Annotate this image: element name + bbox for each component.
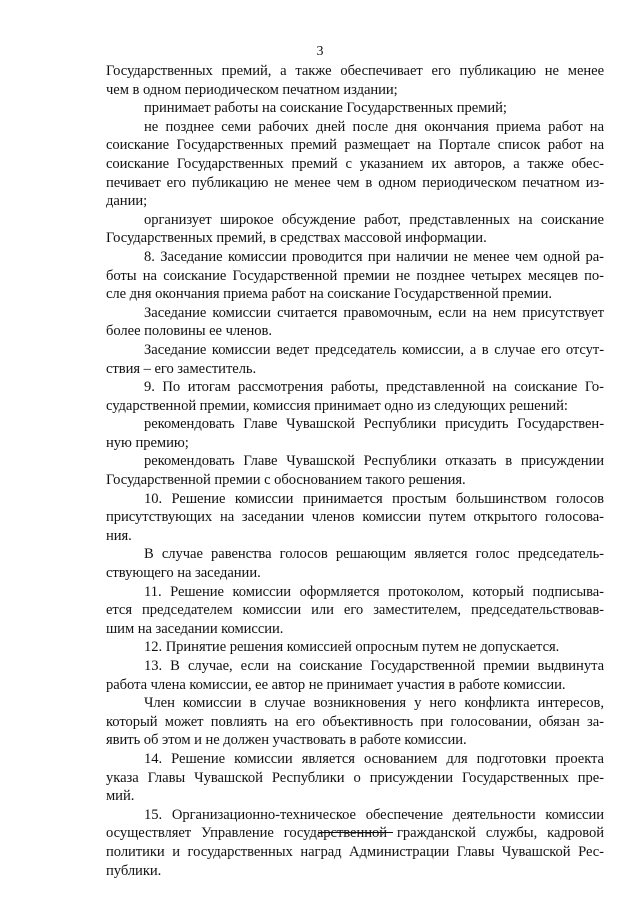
text-line: работа члена комиссии, ее автор не принимает участия в работе комиссии. <box>106 676 566 693</box>
text-line: присутствующих на заседании членов комиссии путем открытого голосова- <box>106 509 604 526</box>
text-line: публики. <box>106 862 162 879</box>
text-line: 13. В случае, если на соискание Государственной премии выдвинута <box>144 658 604 674</box>
text-line: печивает его публикацию не менее чем в одном периодическом печатном из- <box>106 174 604 191</box>
text-line: Член комиссии в случае возникновения у него конфликта интересов, <box>144 695 604 712</box>
text-line: сле дня окончания приема работ на соискание Государственной премии. <box>106 286 553 303</box>
text-line: Государственных премий, а также обеспечивает его публикацию не менее <box>106 63 604 79</box>
text-line: ется председателем комиссии или его заместителем, председательствовав- <box>106 602 604 619</box>
text-line: В случае равенства голосов решающим является голос председатель- <box>144 546 604 563</box>
text-line: 11. Решение комиссии оформляется протоколом, который подписыва- <box>144 583 604 600</box>
text-line: ствия – его заместитель. <box>106 360 257 377</box>
text-line: указа Главы Чувашской Республики о присуждении Государственных пре- <box>106 769 604 786</box>
text-line: Государственных премий, в средствах массовой информации. <box>106 230 487 247</box>
text-line: дании; <box>106 193 148 210</box>
text-line: рекомендовать Главе Чувашской Республики присудить Государствен- <box>144 416 604 433</box>
text-line: 10. Решение комиссии принимается простым большинством голосов <box>144 490 604 507</box>
text-line: мий. <box>106 788 135 805</box>
text-line: осуществляет Управление государственной гражданской службы, кадровой <box>106 825 604 842</box>
text-line: рекомендовать Главе Чувашской Республики отказать в присуждении <box>144 453 604 470</box>
text-line: 8. Заседание комиссии проводится при наличии не менее чем одной ра- <box>144 248 604 265</box>
text-line: 15. Организационно-техническое обеспечение деятельности комиссии <box>144 806 604 823</box>
text-line: политики и государственных наград Администрации Главы Чувашской Рес- <box>106 843 604 860</box>
text-line: шим на заседании комиссии. <box>106 620 284 637</box>
text-line: который может повлиять на его объективность при голосовании, обязан за- <box>106 713 604 730</box>
text-line: соискание Государственных премий с указанием их авторов, а также обес- <box>106 155 604 172</box>
text-line: Государственной премии с обоснованием такого решения. <box>106 472 466 489</box>
end-rule <box>318 832 393 833</box>
text-line: Заседание комиссии ведет председатель комиссии, а в случае его отсут- <box>144 341 604 358</box>
text-line: соискание Государственных премий размещает на Портале список работ на <box>106 137 604 154</box>
text-line: 12. Принятие решения комиссией опросным путем не допускается. <box>144 639 560 656</box>
text-line: ния. <box>106 527 132 544</box>
text-line: принимает работы на соискание Государственных премий; <box>144 100 507 117</box>
text-line: организует широкое обсуждение работ, представленных на соискание <box>144 211 604 228</box>
text-line: чем в одном периодическом печатном издании; <box>106 81 398 98</box>
text-line: ную премию; <box>106 434 189 451</box>
text-line: ствующего на заседании. <box>106 565 261 582</box>
document-body <box>106 62 604 880</box>
text-line: более половины ее членов. <box>106 323 272 340</box>
text-line: 14. Решение комиссии является основанием для подготовки проекта <box>144 750 604 767</box>
text-line: Заседание комиссии считается правомочным, если на нем присутствует <box>144 304 604 321</box>
text-line: сударственной премии, комиссия принимает одно из следующих решений: <box>106 397 568 414</box>
text-line: явить об этом и не должен участвовать в работе комиссии. <box>106 732 467 749</box>
text-line: боты на соискание Государственной премии не позднее четырех месяцев по- <box>106 267 604 284</box>
text-line: не позднее семи рабочих дней после дня окончания приема работ на <box>144 118 604 135</box>
text-line: 9. По итогам рассмотрения работы, представленной на соискание Го- <box>144 379 604 396</box>
page-number: 3 <box>316 44 324 59</box>
